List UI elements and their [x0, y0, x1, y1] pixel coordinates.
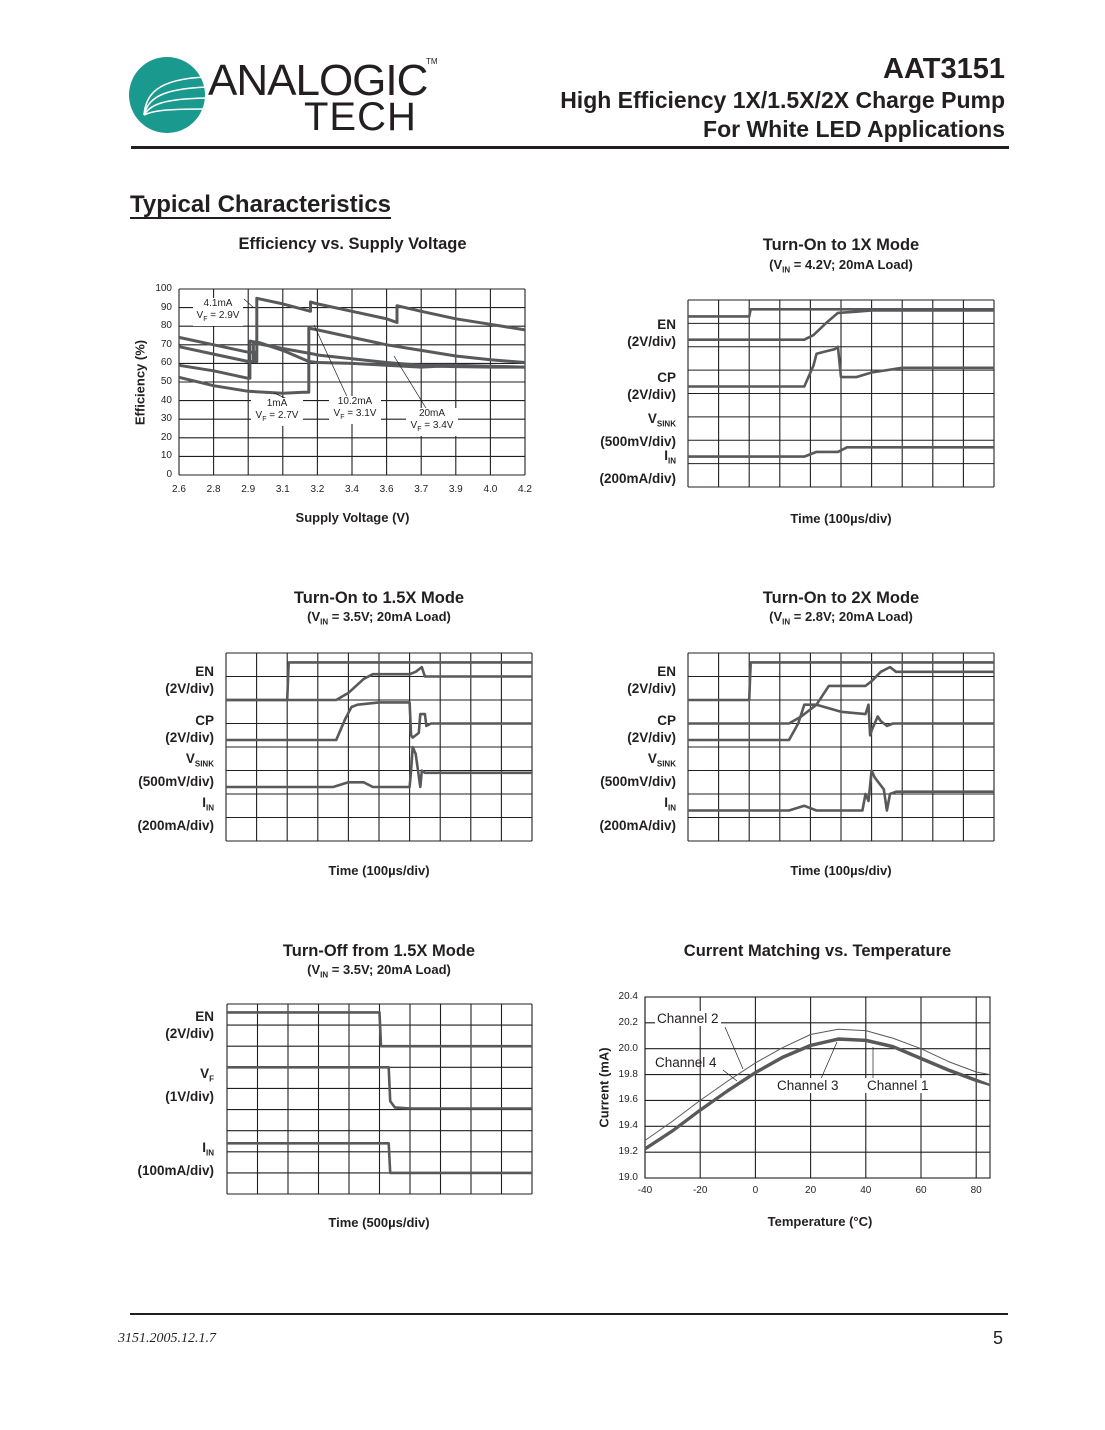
x-tick: 3.2	[310, 484, 325, 495]
turnon-2x-xlabel: Time (100µs/div)	[790, 863, 892, 878]
x-tick: 3.4	[345, 484, 359, 495]
channel-iin: $I_{IN}$ (100mA/div)	[137, 1140, 214, 1178]
channel-vf: $V_F$ (1V/div)	[165, 1066, 214, 1104]
y-tick: 20.0	[618, 1042, 638, 1054]
x-tick: -20	[692, 1185, 708, 1196]
y-tick: 30	[160, 413, 172, 425]
logo-word-analogic: ANALOGIC	[208, 56, 428, 105]
channel-en: EN (2V/div)	[165, 1009, 214, 1041]
channel-cp: CP (2V/div)	[627, 370, 676, 402]
x-tick: -40	[637, 1185, 653, 1196]
channel-iin: $I_{IN}$ (200mA/div)	[599, 448, 676, 486]
channel-iin: $I_{IN}$ (200mA/div)	[137, 795, 214, 833]
matching-xlabel: Temperature (°C)	[767, 1214, 873, 1229]
turnon-15x-title: Turn-On to 1.5X Mode	[293, 589, 465, 607]
channel-vsink: $V_{SINK}$ (500mV/div)	[600, 411, 676, 449]
turnon-2x-scope-plot	[688, 653, 994, 841]
x-tick: 3.7	[414, 484, 429, 495]
annotation-4-1mA: 4.1mA $V_F = 2.9V$	[193, 298, 243, 326]
efficiency-ylabel: Efficiency (%)	[132, 339, 148, 426]
y-tick: 19.6	[618, 1094, 638, 1106]
y-tick: 60	[160, 357, 172, 369]
channel-3-label: Channel 3	[777, 1078, 839, 1093]
channel-cp: CP (2V/div)	[165, 713, 214, 745]
turnon-2x-subtitle: ($V_{IN} = 2.8V$; 20mA Load)	[769, 609, 913, 627]
document-id: 3151.2005.12.1.7	[118, 1331, 216, 1346]
x-tick: 2.8	[206, 484, 221, 495]
y-tick: 20	[160, 431, 172, 443]
y-tick: 20.4	[618, 991, 638, 1002]
x-tick: 60	[915, 1185, 927, 1196]
x-tick: 3.6	[379, 484, 394, 495]
turnon-1x-scope-plot	[688, 300, 994, 487]
x-tick: 80	[970, 1185, 982, 1196]
channel-1-label: Channel 1	[867, 1078, 929, 1093]
turnon-1x-xlabel: Time (100µs/div)	[790, 511, 892, 526]
logo	[128, 55, 448, 139]
x-tick: 20	[805, 1185, 817, 1196]
y-tick: 100	[155, 283, 172, 294]
annotation-10-2mA: 10.2mA $V_F = 3.1V$	[329, 396, 381, 424]
x-tick: 40	[860, 1185, 872, 1196]
channel-en: EN (2V/div)	[627, 664, 676, 696]
channel-en: EN (2V/div)	[165, 664, 214, 696]
document-subtitle-line1: High Efficiency 1X/1.5X/2X Charge Pump	[560, 87, 1005, 113]
y-tick: 19.2	[618, 1146, 638, 1158]
channel-4-label: Channel 4	[655, 1055, 717, 1070]
y-tick: 10	[160, 450, 172, 462]
y-tick: 50	[160, 376, 172, 387]
channel-en: EN (2V/div)	[627, 317, 676, 349]
matching-ylabel: Current (mA)	[596, 1047, 612, 1128]
y-tick: 19.8	[618, 1068, 638, 1080]
channel-vsink: $V_{SINK}$ (500mV/div)	[600, 751, 676, 789]
x-tick: 4.2	[518, 484, 532, 495]
annotation-1mA: 1mA $V_F = 2.7V$	[251, 398, 303, 426]
annotation-20mA: 20mA $V_F = 3.4V$	[406, 408, 458, 436]
turnoff-15x-xlabel: Time (500µs/div)	[328, 1215, 430, 1230]
x-tick: 2.9	[241, 484, 256, 495]
x-tick: 0	[752, 1185, 759, 1196]
channel-vsink: $V_{SINK}$ (500mV/div)	[138, 751, 214, 789]
y-tick: 90	[160, 301, 172, 313]
y-tick: 19.0	[618, 1172, 638, 1183]
analogic-tech-logo-icon	[128, 55, 208, 135]
efficiency-xlabel: Supply Voltage (V)	[295, 510, 410, 525]
turnon-15x-subtitle: ($V_{IN} = 3.5V$; 20mA Load)	[307, 609, 451, 627]
part-number: AAT3151	[883, 53, 1005, 85]
logo-word-tech: TECH	[304, 95, 417, 139]
channel-iin: $I_{IN}$ (200mA/div)	[599, 795, 676, 833]
turnon-15x-xlabel: Time (100µs/div)	[328, 863, 430, 878]
trademark-mark: TM	[426, 57, 438, 66]
channel-2-label: Channel 2	[657, 1011, 719, 1026]
turnon-1x-subtitle: ($V_{IN} = 4.2V$; 20mA Load)	[769, 257, 913, 275]
x-tick: 2.6	[172, 484, 186, 495]
matching-chart-title: Current Matching vs. Temperature	[683, 942, 952, 960]
y-tick: 0	[166, 469, 172, 480]
turnon-2x-title: Turn-On to 2X Mode	[762, 589, 920, 607]
page-number: 5	[992, 1328, 1003, 1348]
x-tick: 4.0	[483, 484, 498, 495]
efficiency-chart-title: Efficiency vs. Supply Voltage	[238, 235, 467, 253]
turnon-15x-scope-plot	[226, 653, 532, 841]
x-tick: 3.9	[448, 484, 463, 495]
y-tick: 70	[160, 338, 172, 350]
turnon-1x-title: Turn-On to 1X Mode	[762, 236, 920, 254]
y-tick: 19.4	[618, 1120, 638, 1132]
header-divider	[131, 146, 1009, 149]
x-tick: 3.1	[275, 484, 290, 495]
channel-cp: CP (2V/div)	[627, 713, 676, 745]
document-subtitle-line2: For White LED Applications	[703, 116, 1005, 142]
y-tick: 20.2	[618, 1016, 638, 1028]
y-tick: 40	[160, 394, 172, 406]
y-tick: 80	[160, 320, 172, 332]
footer-divider	[130, 1313, 1008, 1315]
turnoff-15x-subtitle: ($V_{IN} = 3.5V$; 20mA Load)	[307, 962, 451, 980]
turnoff-15x-title: Turn-Off from 1.5X Mode	[282, 942, 476, 960]
section-title: Typical Characteristics	[130, 191, 392, 218]
turnoff-15x-scope-plot	[227, 1004, 532, 1194]
